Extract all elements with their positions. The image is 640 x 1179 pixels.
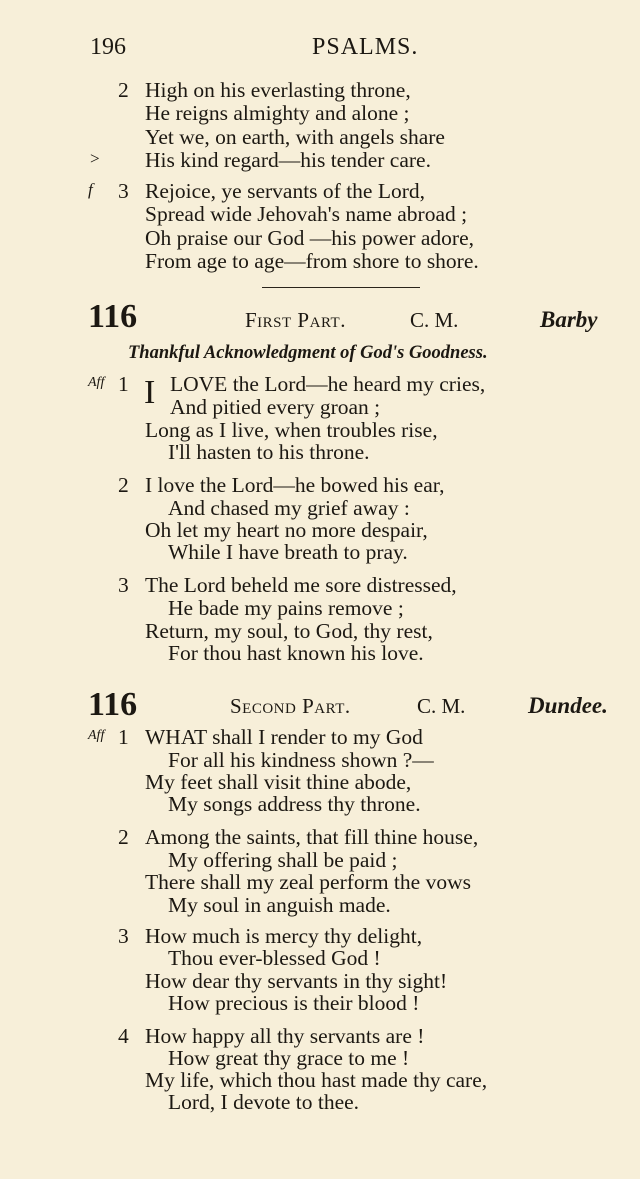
- verse-line: My offering shall be paid ;: [168, 848, 398, 872]
- stanza-number: 3: [118, 573, 129, 597]
- verse-line: Rejoice, ye servants of the Lord,: [145, 179, 426, 203]
- meter-label: C. M.: [417, 694, 466, 718]
- stanza-number: 1: [118, 372, 129, 396]
- running-title: PSALMS.: [312, 34, 419, 60]
- verse-line: I'll hasten to his throne.: [168, 440, 370, 464]
- drop-capital: I: [144, 374, 156, 411]
- verse-line: My feet shall visit thine abode,: [145, 770, 412, 794]
- verse-line: His kind regard—his tender care.: [145, 148, 431, 172]
- verse-line: How precious is their blood !: [168, 991, 420, 1015]
- verse-line: Return, my soul, to God, thy rest,: [145, 619, 433, 643]
- hymn-header-first: [0, 300, 640, 340]
- verse-line: Long as I live, when troubles rise,: [145, 418, 438, 442]
- stanza-number: 2: [118, 78, 129, 102]
- verse-line: How great thy grace to me !: [168, 1046, 410, 1070]
- tune-name: Dundee.: [528, 693, 608, 718]
- dynamic-mark: Aff: [88, 728, 105, 743]
- verse-line: Thou ever-blessed God !: [168, 946, 381, 970]
- verse-line: And pitied every groan ;: [170, 395, 381, 419]
- verse-line: Oh praise our God —his power adore,: [145, 226, 474, 250]
- hymn-header-second: [0, 688, 640, 728]
- verse-line: How happy all thy servants are !: [145, 1024, 425, 1048]
- verse-line: Spread wide Jehovah's name abroad ;: [145, 202, 468, 226]
- verse-line: How much is mercy thy delight,: [145, 924, 423, 948]
- hymn-subtitle: Thankful Acknowledgment of God's Goodness.: [128, 343, 488, 363]
- stanza-number: 2: [118, 473, 129, 497]
- verse-line: While I have breath to pray.: [168, 540, 408, 564]
- verse-line: He reigns almighty and alone ;: [145, 101, 410, 125]
- verse-line: My songs address thy throne.: [168, 792, 421, 816]
- stanza-number: 2: [118, 825, 129, 849]
- verse-line: And chased my grief away :: [168, 496, 410, 520]
- meter-label: C. M.: [410, 308, 459, 332]
- stanza-number: 4: [118, 1024, 129, 1048]
- verse-line: Yet we, on earth, with angels share: [145, 125, 445, 149]
- verse-line: The Lord beheld me sore distressed,: [145, 573, 457, 597]
- stanza-number: 3: [118, 179, 129, 203]
- stanza-number: 3: [118, 924, 129, 948]
- verse-line: For all his kindness shown ?—: [168, 748, 434, 772]
- part-label: Second Part.: [230, 694, 351, 718]
- verse-line: My soul in anguish made.: [168, 893, 391, 917]
- verse-line: He bade my pains remove ;: [168, 596, 404, 620]
- dynamic-mark: f: [88, 180, 93, 199]
- part-label: First Part.: [245, 308, 346, 332]
- verse-line: I love the Lord—he bowed his ear,: [145, 473, 445, 497]
- hymn-number: 116: [88, 686, 138, 723]
- dynamic-mark: >: [90, 149, 100, 168]
- verse-line: Lord, I devote to thee.: [168, 1090, 360, 1114]
- dynamic-mark: Aff: [88, 375, 105, 390]
- verse-line: There shall my zeal perform the vows: [145, 870, 471, 894]
- verse-line: Oh let my heart no more despair,: [145, 518, 428, 542]
- section-rule: [262, 287, 420, 288]
- verse-line: WHAT shall I render to my God: [145, 725, 423, 749]
- verse-line: LOVE the Lord—he heard my cries,: [170, 372, 486, 396]
- stanza-number: 1: [118, 725, 129, 749]
- verse-line: High on his everlasting throne,: [145, 78, 411, 102]
- page-number: 196: [90, 34, 126, 60]
- hymn-number: 116: [88, 298, 138, 335]
- verse-line: Among the saints, that fill thine house,: [145, 825, 479, 849]
- page-header: [90, 34, 620, 64]
- verse-line: From age to age—from shore to shore.: [145, 249, 479, 273]
- tune-name: Barby: [540, 307, 598, 332]
- verse-line: My life, which thou hast made thy care,: [145, 1068, 488, 1092]
- verse-line: How dear thy servants in thy sight!: [145, 969, 448, 993]
- verse-line: For thou hast known his love.: [168, 641, 424, 665]
